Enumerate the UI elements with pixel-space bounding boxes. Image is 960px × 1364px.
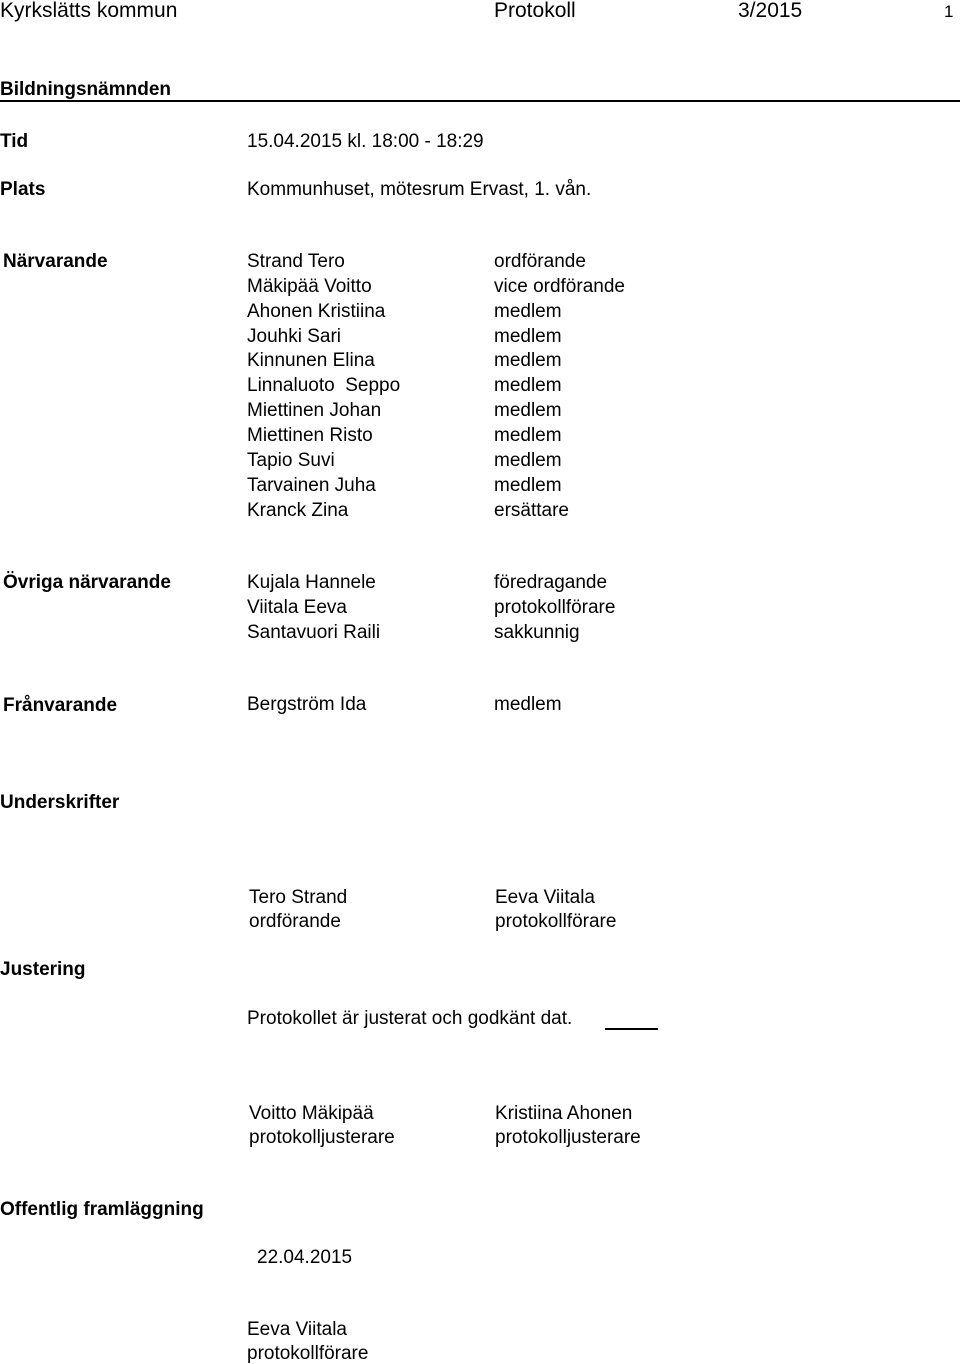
other-name: Kujala Hannele: [247, 572, 376, 593]
header-divider: [0, 100, 960, 102]
committee-name: Bildningsnämnden: [0, 79, 171, 100]
verification-label: Justering: [0, 959, 86, 980]
member-role: medlem: [494, 475, 562, 496]
member-role: vice ordförande: [494, 276, 625, 297]
member-name: Kinnunen Elina: [247, 350, 375, 371]
absent-name: Bergström Ida: [247, 694, 367, 715]
member-name: Miettinen Johan: [247, 400, 382, 421]
member-name: Linnaluoto Seppo: [247, 375, 401, 396]
member-role: medlem: [494, 400, 562, 421]
verification-statement: Protokollet är justerat och godkänt dat.: [247, 1008, 573, 1029]
public-display-signer-role: protokollförare: [247, 1343, 369, 1364]
other-name: Santavuori Raili: [247, 622, 381, 643]
member-name: Kranck Zina: [247, 500, 349, 521]
member-name: Jouhki Sari: [247, 326, 341, 347]
verifier-role: protokolljusterare: [495, 1127, 641, 1148]
member-role: medlem: [494, 425, 562, 446]
present-label: Närvarande: [3, 251, 108, 272]
member-name: Strand Tero: [247, 251, 345, 272]
member-role: medlem: [494, 450, 562, 471]
other-role: protokollförare: [494, 597, 616, 618]
time-label: Tid: [0, 131, 29, 152]
member-role: ordförande: [494, 251, 586, 272]
member-name: Miettinen Risto: [247, 425, 373, 446]
document-number: 3/2015: [738, 0, 803, 22]
other-role: sakkunnig: [494, 622, 580, 643]
signatures-label: Underskrifter: [0, 792, 120, 813]
signer-role: ordförande: [249, 911, 341, 932]
verifier-role: protokolljusterare: [249, 1127, 395, 1148]
verifier-name: Voitto Mäkipää: [249, 1103, 374, 1124]
signer-name: Eeva Viitala: [495, 887, 595, 908]
others-present-label: Övriga närvarande: [3, 572, 171, 593]
public-display-label: Offentlig framläggning: [0, 1199, 204, 1220]
member-role: medlem: [494, 301, 562, 322]
place-label: Plats: [0, 179, 46, 200]
member-role: medlem: [494, 350, 562, 371]
verifier-name: Kristiina Ahonen: [495, 1103, 633, 1124]
document-type: Protokoll: [494, 0, 576, 22]
page-number: 1: [944, 2, 954, 21]
member-role: medlem: [494, 375, 562, 396]
time-value: 15.04.2015 kl. 18:00 - 18:29: [247, 131, 484, 152]
member-role: ersättare: [494, 500, 569, 521]
other-name: Viitala Eeva: [247, 597, 347, 618]
date-blank-line: [605, 1028, 658, 1030]
absent-label: Frånvarande: [3, 695, 118, 716]
member-name: Tarvainen Juha: [247, 475, 376, 496]
place-value: Kommunhuset, mötesrum Ervast, 1. vån.: [247, 179, 592, 200]
member-role: medlem: [494, 326, 562, 347]
other-role: föredragande: [494, 572, 608, 593]
signer-name: Tero Strand: [249, 887, 348, 908]
member-name: Mäkipää Voitto: [247, 276, 372, 297]
signer-role: protokollförare: [495, 911, 617, 932]
absent-role: medlem: [494, 694, 562, 715]
member-name: Ahonen Kristiina: [247, 301, 386, 322]
public-display-signer-name: Eeva Viitala: [247, 1319, 347, 1340]
municipality-name: Kyrkslätts kommun: [0, 0, 178, 22]
public-display-date: 22.04.2015: [257, 1247, 353, 1268]
member-name: Tapio Suvi: [247, 450, 335, 471]
